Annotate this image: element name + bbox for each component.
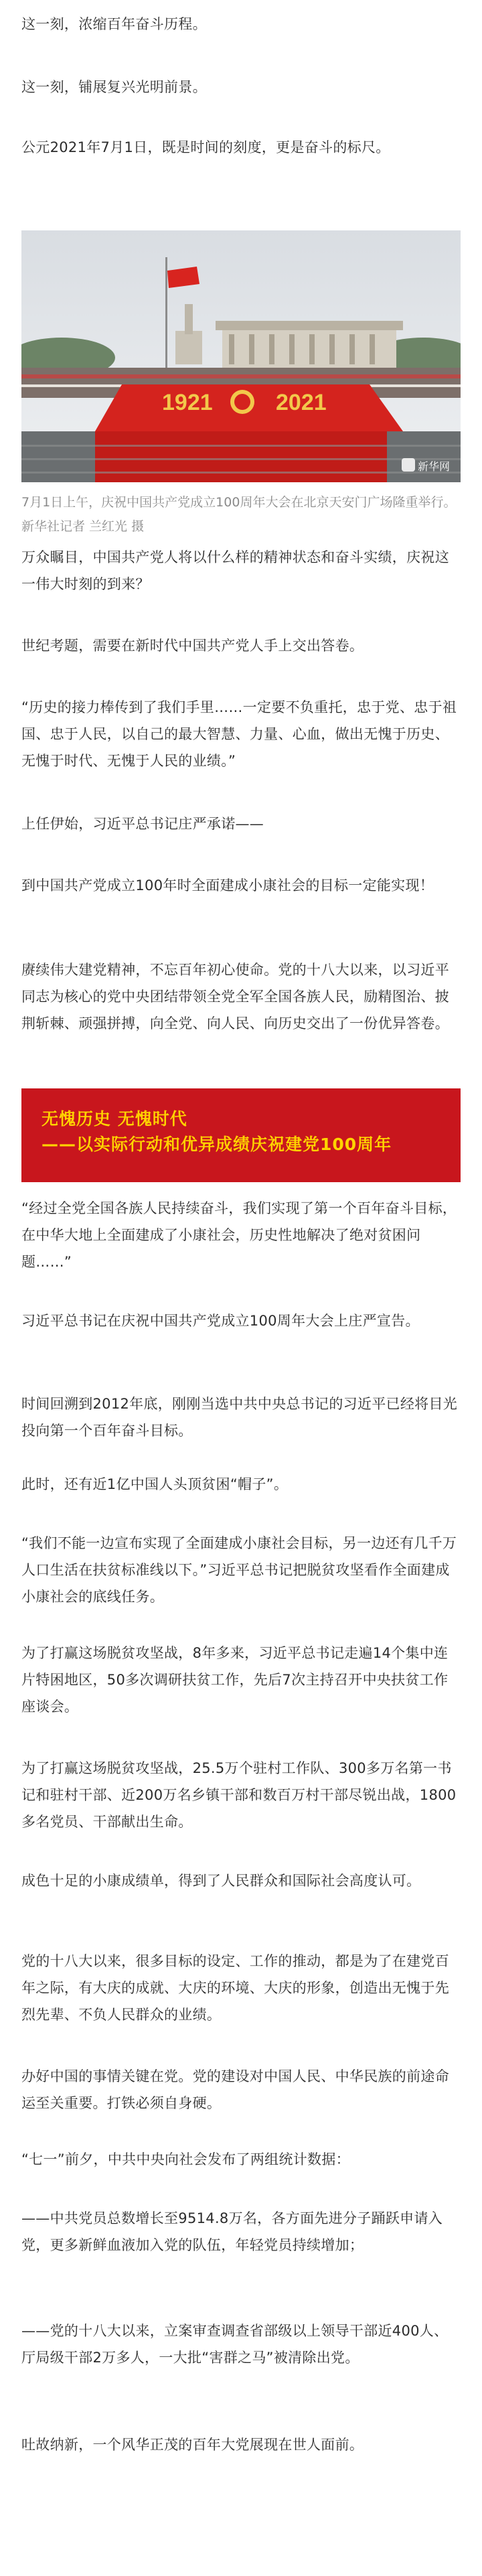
paragraph: 党的十八大以来，很多目标的设定、工作的推动，都是为了在建党百年之际，有大庆的成就、大庆的环境、大庆的形象，创造出无愧于先烈先辈、不负人民群众的业绩。 xyxy=(21,1953,449,2023)
paragraph: ——中共党员总数增长至9514.8万名，各方面先进分子踊跃申请入党，更多新鲜血液加入党的队伍，年轻党员持续增加； xyxy=(21,2210,443,2253)
paragraph: 这一刻，铺展复兴光明前景。 xyxy=(21,79,207,95)
paragraph: ——党的十八大以来，立案审查调查省部级以上领导干部近400人、厅局级干部2万多人，一大批“害群之马”被清除出党。 xyxy=(21,2323,449,2366)
paragraph: 公元2021年7月1日，既是时间的刻度，更是奋斗的标尺。 xyxy=(21,139,390,155)
section-banner xyxy=(21,1088,461,1182)
paragraph: “我们不能一边宣布实现了全面建成小康社会目标，另一边还有几千万人口生活在扶贫标准线以下。”习近平总书记把脱贫攻坚看作全面建成小康社会的底线任务。 xyxy=(21,1535,457,1605)
tiananmen-celebration-image xyxy=(21,230,461,482)
paragraph: 上任伊始，习近平总书记庄严承诺—— xyxy=(21,816,264,832)
paragraph: “七一”前夕，中共中央向社会发布了两组统计数据： xyxy=(21,2151,350,2167)
photo-caption: 7月1日上午，庆祝中国共产党成立100周年大会在北京天安门广场隆重举行。新华社记者 兰红光 摄 xyxy=(21,495,457,534)
banner-subtitle: ——以实际行动和优异成绩庆祝建党100周年 xyxy=(42,1135,392,1154)
paragraph: 成色十足的小康成绩单，得到了人民群众和国际社会高度认可。 xyxy=(21,1873,421,1889)
paragraph: 为了打赢这场脱贫攻坚战，25.5万个驻村工作队、300多万名第一书记和驻村干部、近200万名乡镇干部和数百万村干部尽锐出战，1800多名党员、干部献出生命。 xyxy=(21,1760,457,1830)
svg-text:新华网: 新华网 xyxy=(418,460,451,473)
news-photo xyxy=(21,230,461,482)
paragraph: 万众瞩目，中国共产党人将以什么样的精神状态和奋斗实绩，庆祝这一伟大时刻的到来？ xyxy=(21,549,449,592)
paragraph: 办好中国的事情关键在党。党的建设对中国人民、中华民族的前途命运至关重要。打铁必须自身硬。 xyxy=(21,2068,449,2111)
paragraph: “历史的接力棒传到了我们手里……一定要不负重托，忠于党、忠于祖国、忠于人民，以自己的最大智慧、力量、心血，做出无愧于历史、无愧于时代、无愧于人民的业绩。” xyxy=(21,699,457,769)
paragraph: “经过全党全国各族人民持续奋斗，我们实现了第一个百年奋斗目标，在中华大地上全面建成了小康社会，历史性地解决了绝对贫困问题……” xyxy=(21,1200,457,1270)
paragraph: 赓续伟大建党精神，不忘百年初心使命。党的十八大以来，以习近平同志为核心的党中央团结带领全党全军全国各族人民，励精图治、披荆斩棘、顽强拼搏，向全党、向人民、向历史交出了一份优异答卷。 xyxy=(21,962,449,1031)
paragraph: 吐故纳新，一个风华正茂的百年大党展现在世人面前。 xyxy=(21,2437,364,2453)
paragraph: 世纪考题，需要在新时代中国共产党人手上交出答卷。 xyxy=(21,638,364,654)
paragraph: 此时，还有近1亿中国人头顶贫困“帽子”。 xyxy=(21,1476,289,1492)
xinhuanet-watermark-logo xyxy=(402,455,455,476)
paragraph: 习近平总书记在庆祝中国共产党成立100周年大会上庄严宣告。 xyxy=(21,1313,420,1329)
paragraph: 这一刻，浓缩百年奋斗历程。 xyxy=(21,16,207,32)
year-right: 2021 xyxy=(276,390,327,415)
paragraph: 到中国共产党成立100年时全面建成小康社会的目标一定能实现！ xyxy=(21,877,434,893)
paragraph: 时间回溯到2012年底，刚刚当选中共中央总书记的习近平已经将目光投向第一个百年奋斗目标。 xyxy=(21,1396,458,1439)
paragraph: 为了打赢这场脱贫攻坚战，8年多来，习近平总书记走遍14个集中连片特困地区，50多次调研扶贫工作，先后7次主持召开中央扶贫工作座谈会。 xyxy=(21,1645,449,1715)
banner-title: 无愧历史 无愧时代 xyxy=(42,1109,187,1129)
year-left: 1921 xyxy=(162,390,213,415)
